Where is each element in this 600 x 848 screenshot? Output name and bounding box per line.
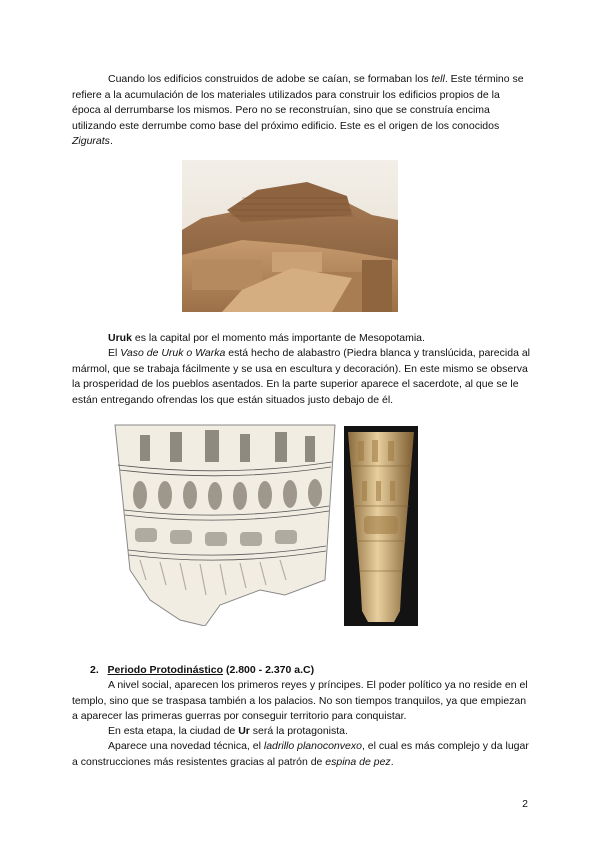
page-number: 2: [522, 798, 528, 810]
paragraph-uruk: Uruk es la capital por el momento más importante de Mesopotamia.: [108, 332, 425, 344]
vase-photo: [344, 426, 418, 626]
vase-relief-drawing: [110, 420, 340, 626]
paragraph-vaso: El Vaso de Uruk o Warka está hecho de alabastro (Piedra blanca y translúcida, parecida al mármol, que se trabaja fácilmente y se usa en escultura y decoración). En este mismo se observa la prosperidad de los pueblos asentados. En la parte superior aparece el sacerdote, al que se le están entregando ofrendas los que están situados justo debajo de él.: [72, 347, 530, 406]
paragraph-social: A nivel social, aparecen los primeros reyes y príncipes. El poder político ya no reside en el templo, sino que se traspasa también a los palacios. No son tiempos tranquilos, ya que empiezan a aparecer las primeras guerras por conseguir territorio para conquistar.: [72, 679, 528, 722]
ziggurat-photo: [182, 160, 398, 312]
paragraph-tell: Cuando los edificios construidos de adobe se caían, se formaban los tell. Este término se refiere a la acumulación de los materiales utilizados para construir los edificios propios de la época al derrumbarse los mismos. Pero no se reconstruían, sino que se construía encima utilizando este derrumbe como base del próximo edificio. Este es el origen de los conocidos Zigurats.: [72, 73, 524, 147]
paragraph-ur: En esta etapa, la ciudad de Ur será la protagonista.: [108, 725, 348, 737]
paragraph-tecnica: Aparece una novedad técnica, el ladrillo planoconvexo, el cual es más complejo y da lugar a construcciones más resistentes gracias al patrón de espina de pez.: [72, 740, 529, 768]
section-heading: 2. Periodo Protodinástico (2.800 - 2.370 a.C): [90, 664, 315, 676]
